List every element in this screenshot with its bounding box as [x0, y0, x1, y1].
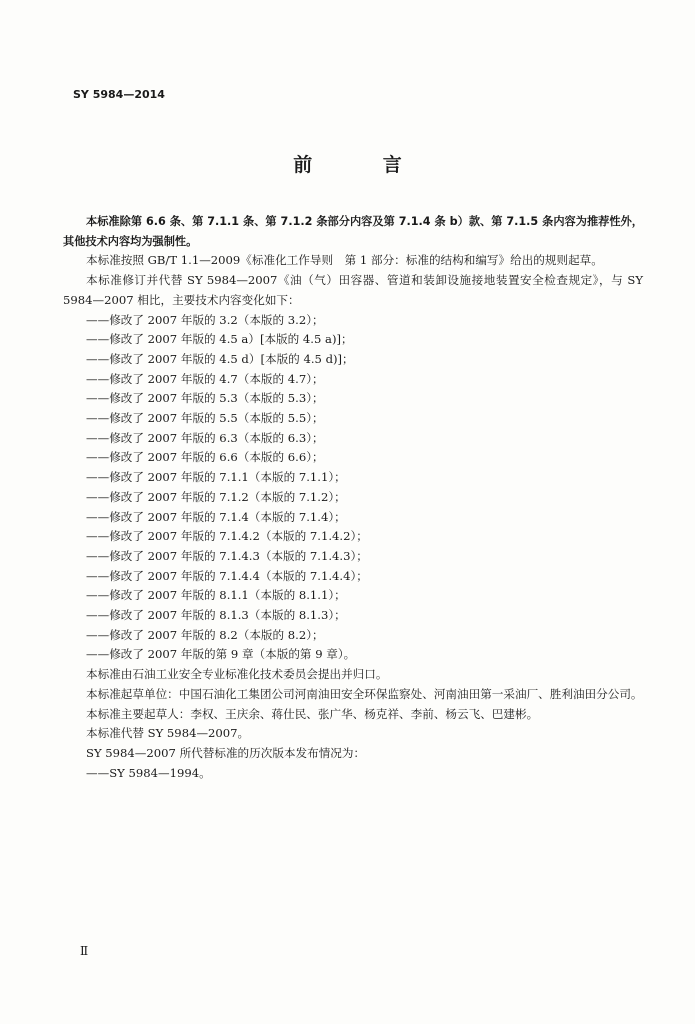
paragraph-replaces: 本标准代替 SY 5984—2007。 [86, 726, 250, 741]
paragraph-drafting-rules: 本标准按照 GB/T 1.1—2009《标准化工作导则 第 1 部分：标准的结构和编写》给出的规则起草。 [86, 253, 603, 268]
document-body [63, 212, 643, 783]
history-item: ——SY 5984—1994。 [86, 765, 211, 780]
list-item: ——修改了 2007 年版的 4.5 a）[本版的 4.5 a)]； [86, 332, 353, 347]
paragraph-history-intro: SY 5984—2007 所代替标准的历次版本发布情况为： [86, 745, 366, 760]
list-item: ——修改了 2007 年版的 8.2（本版的 8.2）； [86, 627, 324, 642]
paragraph-drafting-units: 本标准起草单位：中国石油化工集团公司河南油田安全环保监察处、河南油田第一采油厂、胜利油田分公司。 [86, 686, 643, 701]
list-item: ——修改了 2007 年版的 8.1.3（本版的 8.1.3）； [86, 608, 346, 623]
list-item: ——修改了 2007 年版的 7.1.1（本版的 7.1.1）； [86, 470, 346, 485]
list-item: ——修改了 2007 年版的第 9 章（本版的第 9 章）。 [86, 647, 356, 662]
page-number: Ⅱ [80, 944, 89, 958]
document-code: SY 5984—2014 [73, 88, 165, 101]
paragraph-revision: 本标准修订并代替 SY 5984—2007《油（气）田容器、管道和装卸设施接地装置安全检查规定》，与 SY 5984—2007 相比，主要技术内容变化如下： [63, 273, 643, 307]
paragraph-drafters: 本标准主要起草人：李权、王庆余、蒋仕民、张广华、杨克祥、李前、杨云飞、巴建彬。 [86, 706, 539, 721]
list-item: ——修改了 2007 年版的 6.3（本版的 6.3）； [86, 430, 324, 445]
changes-list [63, 311, 643, 666]
list-item: ——修改了 2007 年版的 7.1.2（本版的 7.1.2）； [86, 489, 346, 504]
list-item: ——修改了 2007 年版的 7.1.4.2（本版的 7.1.4.2）； [86, 529, 368, 544]
list-item: ——修改了 2007 年版的 7.1.4.3（本版的 7.1.4.3）； [86, 548, 368, 563]
list-item: ——修改了 2007 年版的 8.1.1（本版的 8.1.1）； [86, 588, 346, 603]
paragraph-normative-note: 本标准除第 6.6 条、第 7.1.1 条、第 7.1.2 条部分内容及第 7.1.4 条 b）款、第 7.1.5 条内容为推荐性外，其他技术内容均为强制性。 [63, 215, 643, 248]
list-item: ——修改了 2007 年版的 7.1.4（本版的 7.1.4）； [86, 509, 346, 524]
list-item: ——修改了 2007 年版的 6.6（本版的 6.6）； [86, 450, 324, 465]
list-item: ——修改了 2007 年版的 5.5（本版的 5.5）； [86, 411, 324, 426]
page-title: 前 言 [293, 154, 434, 176]
paragraph-proposed-by: 本标准由石油工业安全专业标准化技术委员会提出并归口。 [86, 667, 388, 682]
list-item: ——修改了 2007 年版的 3.2（本版的 3.2）； [86, 312, 324, 327]
list-item: ——修改了 2007 年版的 4.7（本版的 4.7）； [86, 371, 324, 386]
list-item: ——修改了 2007 年版的 5.3（本版的 5.3）； [86, 391, 324, 406]
list-item: ——修改了 2007 年版的 4.5 d）[本版的 4.5 d)]； [86, 351, 354, 366]
list-item: ——修改了 2007 年版的 7.1.4.4（本版的 7.1.4.4）； [86, 568, 368, 583]
